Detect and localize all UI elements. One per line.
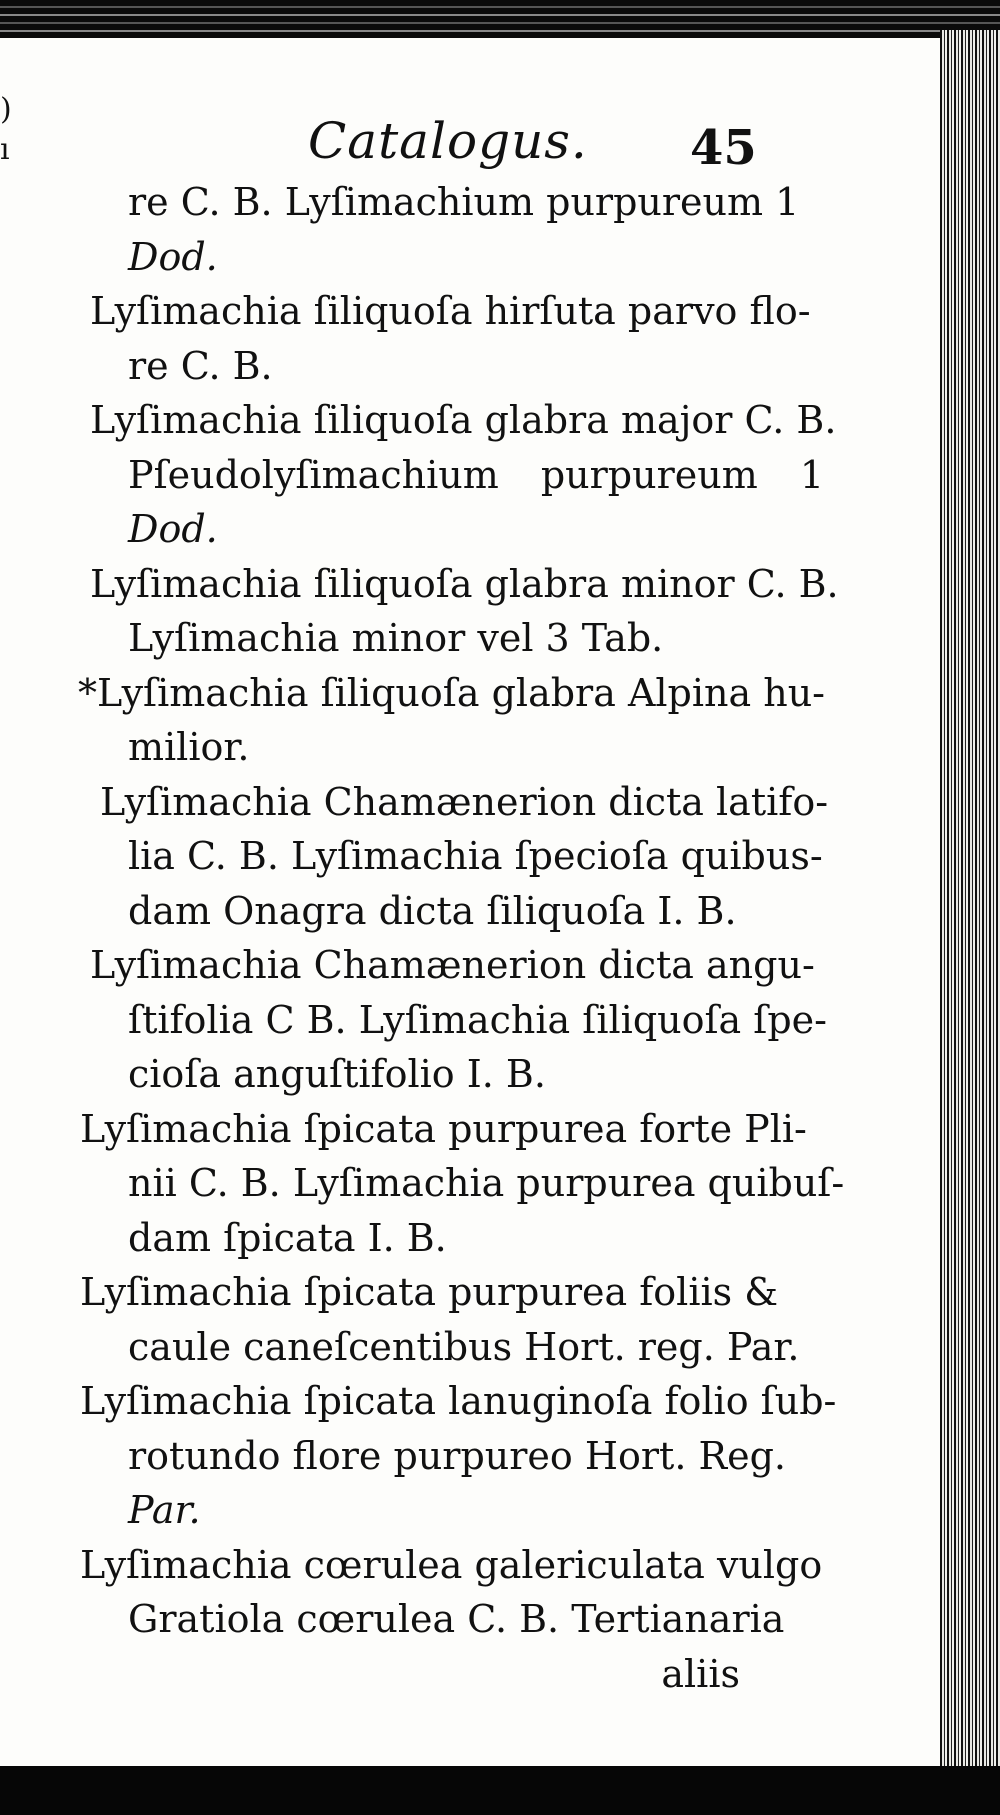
text-line: Lyſimachia ſpicata purpurea forte Pli- xyxy=(80,1106,807,1151)
text-line: re C. B. Lyſimachium purpureum 1 xyxy=(128,180,800,224)
text-line: nii C. B. Lyſimachia purpurea quibuſ- xyxy=(128,1161,845,1205)
text-line: Lyſimachia ſpicata purpurea foliis & xyxy=(80,1270,779,1314)
page-header xyxy=(300,112,757,176)
text-line: re C. B. xyxy=(128,343,273,388)
text-line: Par. xyxy=(128,1488,201,1532)
catalogue-text xyxy=(78,175,845,1701)
text-line: Lyſimachia ſiliquoſa glabra minor C. B. xyxy=(90,561,839,606)
text-line: Gratiola cœrulea C. B. Tertianaria xyxy=(128,1597,785,1641)
page-number: 45 xyxy=(690,120,757,176)
text-line: milior. xyxy=(128,725,250,769)
text-line: Lyſimachia ſpicata lanuginoſa folio ſub- xyxy=(80,1379,837,1423)
text-line: cioſa anguſtifolio I. B. xyxy=(128,1052,546,1096)
left-margin-marks xyxy=(0,90,12,170)
scan-bottom-border xyxy=(0,1766,1000,1815)
text-line: *Lyſimachia ſiliquoſa glabra Alpina hu- xyxy=(78,670,826,715)
text-line: Lyſimachia cœrulea galericulata vulgo xyxy=(80,1542,823,1587)
text-line: rotundo flore purpureo Hort. Reg. xyxy=(128,1433,786,1478)
text-line: Lyſimachia ſiliquoſa glabra major C. B. xyxy=(90,398,837,442)
text-line: Lyſimachia ſiliquoſa hirſuta parvo flo- xyxy=(90,289,811,333)
text-line: Lyſimachia Chamænerion dicta angu- xyxy=(90,943,815,987)
text-line: lia C. B. Lyſimachia ſpecioſa quibus- xyxy=(128,834,823,878)
scan-top-border xyxy=(0,0,1000,36)
text-line: caule caneſcentibus Hort. reg. Par. xyxy=(128,1324,800,1369)
text-line: Dod. xyxy=(128,507,218,551)
text-line: Lyſimachia Chamænerion dicta latifo- xyxy=(100,779,829,824)
text-line: dam Onagra dicta ſiliquoſa I. B. xyxy=(128,888,737,933)
text-line: Pſeudolyſimachium purpureum 1 xyxy=(128,452,824,497)
margin-mark: ) xyxy=(0,92,12,127)
margin-mark: ı xyxy=(0,132,10,167)
text-line: Dod. xyxy=(128,234,218,279)
running-title: Catalogus. xyxy=(308,112,588,170)
text-line: dam ſpicata I. B. xyxy=(128,1215,447,1260)
text-line: ſtifolia C B. Lyſimachia ſiliquoſa ſpe- xyxy=(128,997,828,1042)
catchword: aliis xyxy=(661,1651,740,1696)
text-line: Lyſimachia minor vel 3 Tab. xyxy=(128,616,664,660)
page-edges xyxy=(940,30,1000,1775)
